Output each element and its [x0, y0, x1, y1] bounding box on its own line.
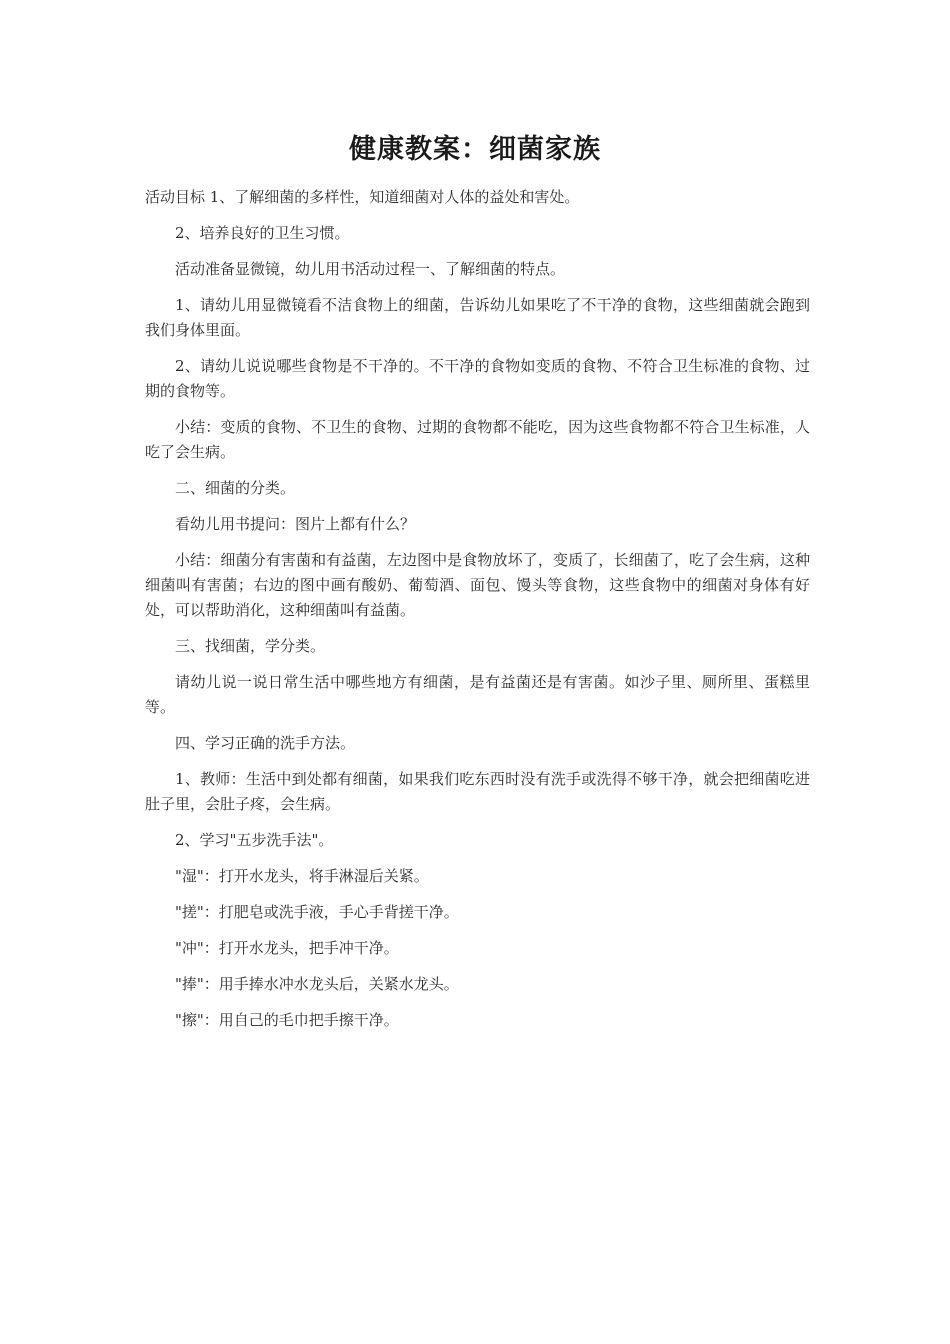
section-heading-classification: 二、细菌的分类。 — [175, 479, 296, 497]
paragraph-step-rinse: "冲"：打开水龙头，把手冲干净。 — [175, 939, 399, 957]
paragraph-step-1: 1、请幼儿用显微镜看不洁食物上的细菌，告诉幼儿如果吃了不干净的食物，这些细菌就会跑到我们身体里面。 — [145, 296, 810, 339]
paragraph-step-2: 2、请幼儿说说哪些食物是不干净的。不干净的食物如变质的食物、不符合卫生标准的食物、过期的食物等。 — [145, 357, 810, 400]
paragraph-step-rub: "搓"：打肥皂或洗手液，手心手背搓干净。 — [175, 903, 459, 921]
section-heading-handwashing: 四、学习正确的洗手方法。 — [175, 734, 356, 752]
paragraph-find-bacteria: 请幼儿说一说日常生活中哪些地方有细菌，是有益菌还是有害菌。如沙子里、厕所里、蛋糕里等。 — [145, 673, 810, 716]
paragraph-five-steps: 2、学习"五步洗手法"。 — [175, 831, 334, 849]
document-body — [145, 185, 810, 1044]
paragraph-step-dry: "擦"：用自己的毛巾把手擦干净。 — [175, 1011, 399, 1029]
paragraph-objective-2: 2、培养良好的卫生习惯。 — [175, 224, 350, 242]
paragraph-step-cup: "捧"：用手捧水冲水龙头后，关紧水龙头。 — [175, 975, 459, 993]
paragraph-question: 看幼儿用书提问：图片上都有什么？ — [175, 515, 416, 533]
paragraph-preparation: 活动准备显微镜，幼儿用书活动过程一、了解细菌的特点。 — [175, 260, 566, 278]
paragraph-step-wet: "湿"：打开水龙头，将手淋湿后关紧。 — [175, 867, 429, 885]
document-title: 健康教案：细菌家族 — [349, 134, 601, 165]
section-heading-find-bacteria: 三、找细菌，学分类。 — [175, 637, 326, 655]
paragraph-summary-1: 小结：变质的食物、不卫生的食物、过期的食物都不能吃，因为这些食物都不符合卫生标准，人吃了会生病。 — [145, 418, 810, 461]
paragraph-summary-2: 小结：细菌分有害菌和有益菌，左边图中是食物放坏了，变质了，长细菌了，吃了会生病，这种细菌叫有害菌；右边的图中画有酸奶、葡萄酒、面包、馒头等食物，这些食物中的细菌对身体有好处，可以帮助消化，这种细菌叫有益菌。 — [145, 551, 810, 619]
paragraph-objectives: 活动目标 1、了解细菌的多样性，知道细菌对人体的益处和害处。 — [145, 188, 580, 206]
paragraph-teacher: 1、教师：生活中到处都有细菌，如果我们吃东西时没有洗手或洗得不够干净，就会把细菌吃进肚子里，会肚子疼，会生病。 — [145, 770, 810, 813]
